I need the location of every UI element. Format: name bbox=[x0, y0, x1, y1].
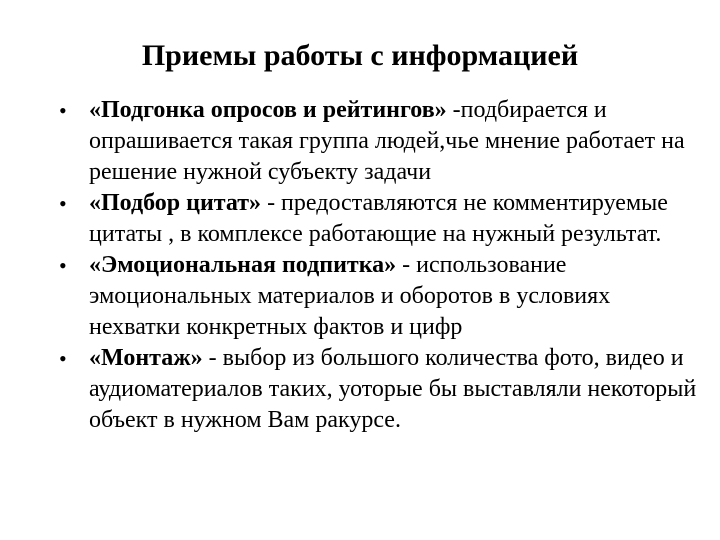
bullet-term: «Подбор цитат» bbox=[89, 190, 262, 216]
bullet-dot-icon: • bbox=[59, 98, 67, 123]
list-item bbox=[59, 188, 699, 250]
bullet-term: «Эмоциональная подпитка» bbox=[89, 252, 397, 278]
list-item bbox=[59, 250, 699, 343]
bullet-text: - выбор из большого количества фото, видео и аудиоматериалов таких, уоторые бы выставляли некоторый объект в нужном Вам ракурсе. bbox=[89, 345, 697, 433]
bullet-list bbox=[59, 95, 699, 436]
list-item bbox=[59, 343, 699, 436]
bullet-text: -подбирается и опрашивается такая группа людей,чье мнение работает на решение нужной субъекту задачи bbox=[89, 97, 685, 185]
bullet-text: - использование эмоциональных материалов и оборотов в условиях нехватки конкретных фактов и цифр bbox=[89, 252, 611, 340]
bullet-dot-icon: • bbox=[59, 253, 67, 278]
bullet-term: «Подгонка опросов и рейтингов» bbox=[89, 97, 447, 123]
list-item bbox=[59, 95, 699, 188]
bullet-term: «Монтаж» bbox=[89, 345, 203, 371]
bullet-dot-icon: • bbox=[59, 346, 67, 371]
slide-title: Приемы работы с информацией bbox=[141, 39, 579, 72]
bullet-text: - предоставляются не комментируемые цитаты , в комплексе работающие на нужный результат. bbox=[89, 190, 668, 247]
bullet-dot-icon: • bbox=[59, 191, 67, 216]
